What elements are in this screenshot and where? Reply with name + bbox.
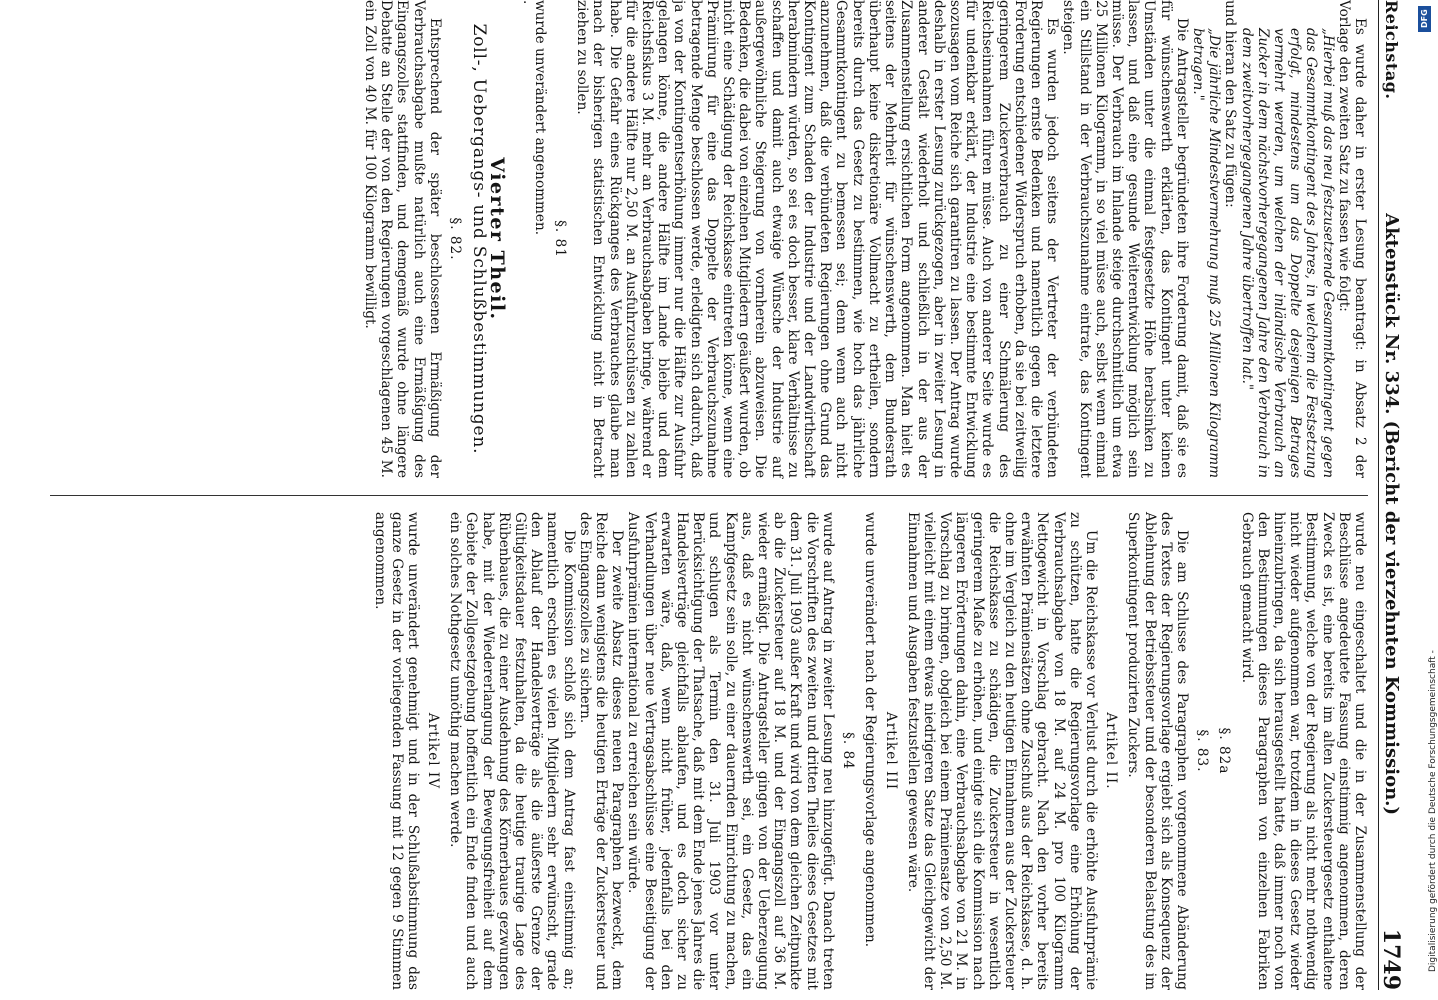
right-column <box>42 512 1368 990</box>
header-title: Aktenstück Nr. 334. (Bericht der vierzehnten Kommission.) <box>1381 213 1403 815</box>
section-heading: §. 83. <box>1194 729 1211 773</box>
paragraph: wurde unverändert genehmigt und in der Schlußabstimmung das ganze Gesetz in der vorliegenden Fassung mit 12 gegen 9 Stimmen angenommen. <box>372 512 421 990</box>
dot-mark: · <box>515 0 532 5</box>
part-subtitle: Zoll-, Uebergangs- und Schlußbestimmungen. <box>469 23 490 455</box>
section-heading: §. 82. <box>447 217 464 261</box>
digitization-note-text: Digitalisierung gefördert durch die Deutsche Forschungsgemeinschaft - <box>1428 650 1438 972</box>
paragraph: wurde unverändert nach der Regierungsvorlage angenommen. <box>862 512 879 948</box>
paragraph: Die Antragsteller begründeten ihre Forderung damit, daß sie es für wünschenswerth erklärten, das Kontingent unter keinen Umständen unter die einmal festgesetzte Höhe herabsinken zu lassen, und daß eine gesunde Weiterentwicklung möglich sein müsse. Der Verbrauch im Inlande steige durchschnittlich um etwa 25 Millionen Kilogramm, in so viel müsse auch, selbst wenn einmal ein Stillstand in der Verbrauchszunahme eintrate, das Kontingent steigen. <box>1060 0 1190 478</box>
article-heading: Artikel III <box>882 711 899 791</box>
part-title: Vierter Theil. <box>486 157 509 321</box>
paragraph: Entsprechend der später beschlossenen Ermäßigung der Verbrauchsabgabe mußte natürlich auch eine Ermäßigung des Eingangszolles stattfinden, und demgemäß wurde ohne längere Debatte an Stelle der von den Regierungen vorgeschlagenen 45 M. ein Zoll von 40 M. für 100 Kilogramm bewilligt. <box>362 0 443 478</box>
paragraph: Die Kommission schloß sich dem Antrag fast einstimmig an; namentlich erschien es vielen Mitgliedern sehr erwünscht, grade den Ablauf der Handelsverträge als die äußerste Grenze der Gültigkeitsdauer festzuhalten, da die heutige traurige Lage des Rübenbaues, die zu einer Ausdehnung des Körnerbaues gezwungen habe, mit der Wiedererlangung der Bewegungsfreiheit auf dem Gebiete der Zollgesetzgebung hoffentlich ein Ende finden und auch ein solches Nothgesetz unnöthig machen werde. <box>447 512 577 990</box>
section-heading: §. 84 <box>840 732 857 770</box>
left-column <box>42 0 1368 478</box>
paragraph: Es wurde daher in erster Lesung beantragt: in Absatz 2 der Vorlage den zweiten Satz zu fassen wie folgt: <box>1335 0 1368 478</box>
paragraph: Um die Reichskasse vor Verlust durch die erhöhte Ausfuhrprämie zu schützen, hatte die Regierungsvorlage eine Erhöhung der Verbrauchsabgabe von 18 M. auf 24 M. pro 100 Kilogramm Nettogewicht in Vorschlag gebracht. Nach den vorher bereits erwähnten Prämiensätzen ohne Zuschuß aus der Reichskasse, d. h. ohne im Vergleich zu den heutigen Einnahmen aus der Zuckersteuer die Reichskasse zu schädigen, die Zuckersteuer in wesentlich geringerem Maße zu erhöhen, und einigte sich die Kommission nach längeren Erörterungen dahin, eine Verbrauchsabgabe von 21 M. in Vorschlag zu bringen, obgleich bei einem Prämiensatze von 2,50 M. vielleicht mit einem etwas niedrigeren Satze das Gleichgewicht der Einnahmen und Ausgaben festzustellen gewesen wäre. <box>904 512 1099 990</box>
dfg-logo: DFG <box>1418 6 1431 32</box>
paragraph: und hieran den Satz zu fügen: <box>1222 0 1239 208</box>
paragraph: wurde auf Antrag in zweiter Lesung neu hinzugefügt. Danach treten die Vorschriften des zweiten und dritten Theiles dieses Gesetzes mit dem 31. Juli 1903 außer Kraft und wird von dem gleichen Zeitpunkte ab die Zuckersteuer auf 18 M. und der Eingangszoll auf 36 M. wieder ermäßigt. Die Antragsteller gingen von der Ueberzeugung aus, daß es nicht wünschenswerth sei, ein Gesetz, das ein Kampfgesetz sein solle, zu einer dauernden Einrichtung zu machen, und schlugen als Termin den 31. Juli 1903 vor unter Berücksichtigung der Thatsache, daß mit dem Ende jenes Jahres die Handelsverträge gleichfalls ablaufen, und es doch sicher zu erwarten wäre, daß, wenn nicht früher, jedenfalls bei den Verhandlungen über neue Vertragsabschlüsse eine Beseitigung der Ausfuhrprämien international zu erreichen sein würde. <box>625 512 836 990</box>
section-heading: §. 81 <box>552 220 569 258</box>
paragraph: Der zweite Absatz dieses neuen Paragraphen bezweckt, dem Reiche dann wenigstens die heutigen Erträge der Zuckersteuer und des Eingangszolles zu sichern. <box>576 512 626 990</box>
paragraph: wurde unverändert angenommen. <box>531 0 548 236</box>
column-divider <box>50 495 1368 496</box>
page-number: 1749 <box>1378 928 1405 990</box>
article-heading: Artikel IV <box>425 712 442 790</box>
digitization-note <box>1416 12 1438 992</box>
quote: „Die jährliche Mindestvermehrung muß 25 Millionen Kilogramm betragen." <box>1189 28 1223 478</box>
paragraph: Es wurden jedoch seitens der Vertreter der verbündeten Regierungen ernste Bedenken und namentlich gegen die letztere Forderung entschiedener Widerspruch erhoben, da sie bei zeitweilig geringerem Zuckerverbrauch zu einer Schmälerung des Reichseinnahmen führen müsse. Auch von anderer Seite wurde es für undenkbar erklärt, der Industrie eine bestimmte Entwicklung sozusagen vom Reiche sich garantiren zu lassen. Der Antrag wurde deshalb in erster Lesung zurückgezogen, aber in zweiter Lesung in anderer Gestalt wiederholt und schließlich in der aus der Zusammenstellung ersichtlichen Form angenommen. Man hielt es seitens der Mehrheit für wünschenswerth, dem Bundesrath überhaupt keine diskretionäre Vollmacht zu ertheilen, sondern bereits durch das Gesetz zu bestimmen, wie hoch das jährliche Gesammtkontingent zu bemessen sei; denn wenn auch nicht anzunehmen, daß die verbündeten Regierungen ohne Grund das Kontingent zum Schaden der Industrie und der Landwirthschaft herabmindern würden, so sei es doch besser, klare Verhältnisse zu schaffen und damit auch etwaige Wünsche der Industrie auf außergewöhnliche Steigerung von vornherein abzuweisen. Die Bedenken, die dabei von einzelnen Mitgliedern geäußert wurden, ob nicht eine Schädigung der Reichskasse eintreten könne, wenn eine Prämiirung für eine das Doppelte der Verbrauchszunahme betragende Menge beschlossen werde, erledigten sich dadurch, daß ja von der Kontingentserhöhung immer nur die Hälfte zur Ausfuhr gelangen könne, die andere Hälfte im Lande bleibe und dem Reichsfiskus 3 M. mehr an Verbrauchsabgaben bringe, während er für die andere Hälfte nur 2,50 M. an Ausfuhrzuschüssen zu zahlen habe. Die Gefahr eines Rückganges des Verbrauches glaube man nach der bisherigen statistischen Entwicklung nicht in Betracht ziehen zu sollen. <box>574 0 1061 478</box>
rotated-page-content <box>42 0 1412 990</box>
paragraph: Die am Schlusse des Paragraphen vorgenommene Abänderung des Textes der Regierungsvorlage ergiebt sich als Konsequenz der Ablehnung der Betriebssteuer und der besonderen Belastung des im Superkontingent produzirten Zuckers. <box>1125 512 1190 990</box>
header-left: Reichstag. <box>1382 0 1402 100</box>
quote: „Hierbei muß das neu festzusetzende Gesammtkontingent gegen das Gesammtkontingent des Jahres, in welchem die Festsetzung erfolgt, mindestens um das Doppelte desjenigen Betrages vermehrt werden, um welchen der inländische Verbrauch an Zucker in dem nächstvorhergegangenen Jahre den Verbrauch in dem zweitvorhergegangenen Jahre übertroffen hat." <box>1238 28 1336 478</box>
page-header <box>1378 0 1412 990</box>
section-heading: §. 82a <box>1216 727 1233 775</box>
paragraph: wurde neu eingeschaltet und die in der Zusammenstellung der Beschlüsse angedeutete Fassung einstimmig angenommen, deren Zweck es ist, eine bereits im alten Zuckersteuergesetz enthaltene Bestimmung, welche von der Regierung als nicht mehr nothwendig nicht wieder aufgenommen war, trotzdem in dieses Gesetz wieder hineinzubringen, da sich herausgestellt hatte, daß immer noch von den Bestimmungen dieses Paragraphen von einzelnen Fabriken Gebrauch gemacht wird. <box>1238 512 1368 990</box>
article-heading: Artikel II. <box>1103 712 1120 790</box>
